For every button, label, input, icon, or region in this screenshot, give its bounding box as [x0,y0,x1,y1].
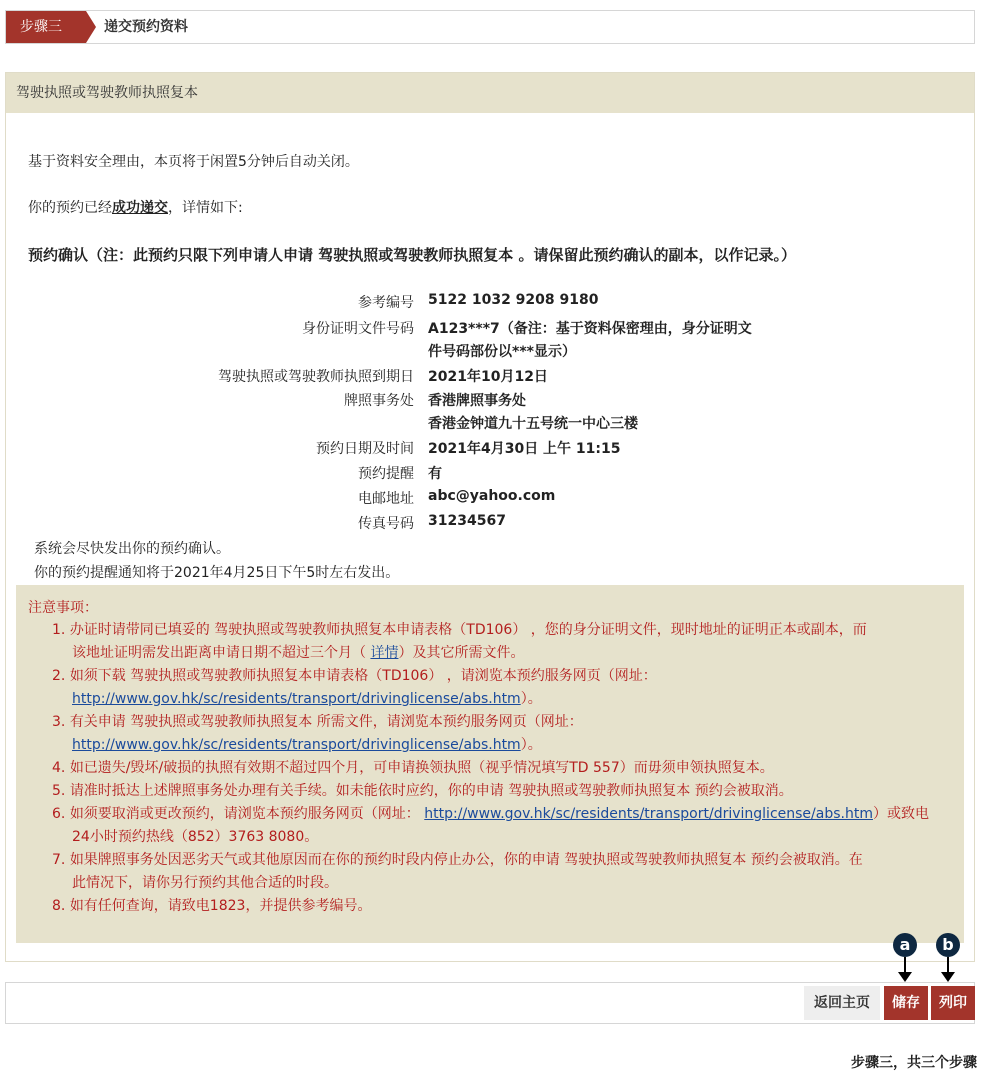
annotation-arrowhead-a [898,972,912,982]
confirmation-heading: 预约确认（注：此预约只限下列申请人申请 驾驶执照或驾驶教师执照复本 。请保留此预约确认的副本，以作记录。） [28,246,796,264]
note-item: 1. 办证时请带同已填妥的 驾驶执照或驾驶教师执照复本申请表格（TD106） ，您的身分证明文件，现时地址的证明正本或副本，而 该地址证明需发出距离申请日期不超过三个月（ 详情）及其它所需文件。 [52,622,867,661]
detail-label-reminder: 预约提醒 [358,466,414,482]
detail-value-office: 香港牌照事务处 [428,393,526,409]
action-bar [5,982,975,1024]
detail-value-id-line2: 件号码部份以***显示） [428,344,576,360]
note-item: 6. 如须要取消或更改预约，请浏览本预约服务网页（网址： http://www.gov.hk/sc/residents/transport/drivinglicense/abs.htm）或致电 24小时预约热线（852）3763 8080。 [52,806,929,845]
step-bar [5,10,975,44]
detail-label-ref: 参考编号 [358,295,414,311]
abs-url-link[interactable]: http://www.gov.hk/sc/residents/transport/drivinglicense/abs.htm [72,737,521,753]
step-badge: 步骤三 [6,11,86,43]
detail-label-id: 身份证明文件号码 [302,321,414,337]
note-item: 8. 如有任何查询，请致电1823，并提供参考编号。 [52,898,372,914]
annotation-arrow-b [947,957,949,973]
detail-value-datetime: 2021年4月30日 上午 11:15 [428,441,621,457]
step-title: 递交预约资料 [104,19,188,35]
detail-label-expiry: 驾驶执照或驾驶教师执照到期日 [218,369,414,385]
detail-value-fax: 31234567 [428,513,506,529]
system-note-reminder: 你的预约提醒通知将于2021年4月25日下午5时左右发出。 [34,565,400,581]
security-notice: 基于资料安全理由，本页将于闲置5分钟后自动关闭。 [28,154,359,170]
confirmation-panel [5,72,975,962]
detail-label-fax: 传真号码 [358,516,414,532]
notes-title: 注意事项： [28,600,98,616]
detail-label-datetime: 预约日期及时间 [316,441,414,457]
annotation-marker-b: b [936,933,960,957]
abs-url-link[interactable]: http://www.gov.hk/sc/residents/transport/drivinglicense/abs.htm [424,806,873,822]
home-button[interactable]: 返回主页 [804,986,880,1020]
annotation-arrow-a [904,957,906,973]
annotation-marker-a: a [893,933,917,957]
note-item: 2. 如须下载 驾驶执照或驾驶教师执照复本申请表格（TD106） ，请浏览本预约服务网页（网址： http://www.gov.hk/sc/residents/transport/drivinglicense/abs.htm）。 [52,668,657,707]
details-link[interactable]: 详情 [370,645,399,661]
abs-url-link[interactable]: http://www.gov.hk/sc/residents/transport/drivinglicense/abs.htm [72,691,521,707]
note-item: 7. 如果牌照事务处因恶劣天气或其他原因而在你的预约时段内停止办公，你的申请 驾驶执照或驾驶教师执照复本 预约会被取消。在 此情况下，请你另行预约其他合适的时段。 [52,852,863,891]
panel-title: 驾驶执照或驾驶教师执照复本 [6,73,974,113]
system-note-confirmation: 系统会尽快发出你的预约确认。 [34,541,230,557]
detail-label-email: 电邮地址 [358,491,414,507]
note-item: 3. 有关申请 驾驶执照或驾驶教师执照复本 所需文件，请浏览本预约服务网页（网址： http://www.gov.hk/sc/residents/transport/drivinglicense/abs.htm）。 [52,714,583,753]
detail-value-office-address: 香港金钟道九十五号统一中心三楼 [428,416,638,432]
detail-value-expiry: 2021年10月12日 [428,369,548,385]
success-link[interactable]: 成功递交 [112,200,168,216]
save-button[interactable]: 储存 [884,986,928,1020]
notes-box [16,585,964,943]
print-button[interactable]: 列印 [931,986,975,1020]
note-item: 4. 如已遗失/毁坏/破损的执照有效期不超过四个月，可申请换领执照（视乎情况填写TD 557）而毋须申领执照复本。 [52,760,774,776]
step-indicator: 步骤三，共三个步骤 [851,1055,977,1071]
detail-value-ref: 5122 1032 9208 9180 [428,292,599,308]
detail-value-email: abc@yahoo.com [428,488,556,504]
note-item: 5. 请准时抵达上述牌照事务处办理有关手续。如未能依时应约，你的申请 驾驶执照或驾驶教师执照复本 预约会被取消。 [52,783,793,799]
annotation-arrowhead-b [941,972,955,982]
detail-value-id: A123***7（备注：基于资料保密理由，身分证明文 [428,321,752,337]
detail-label-office: 牌照事务处 [344,393,414,409]
detail-value-reminder: 有 [428,466,442,482]
success-message: 你的预约已经成功递交，详情如下: [28,200,243,216]
